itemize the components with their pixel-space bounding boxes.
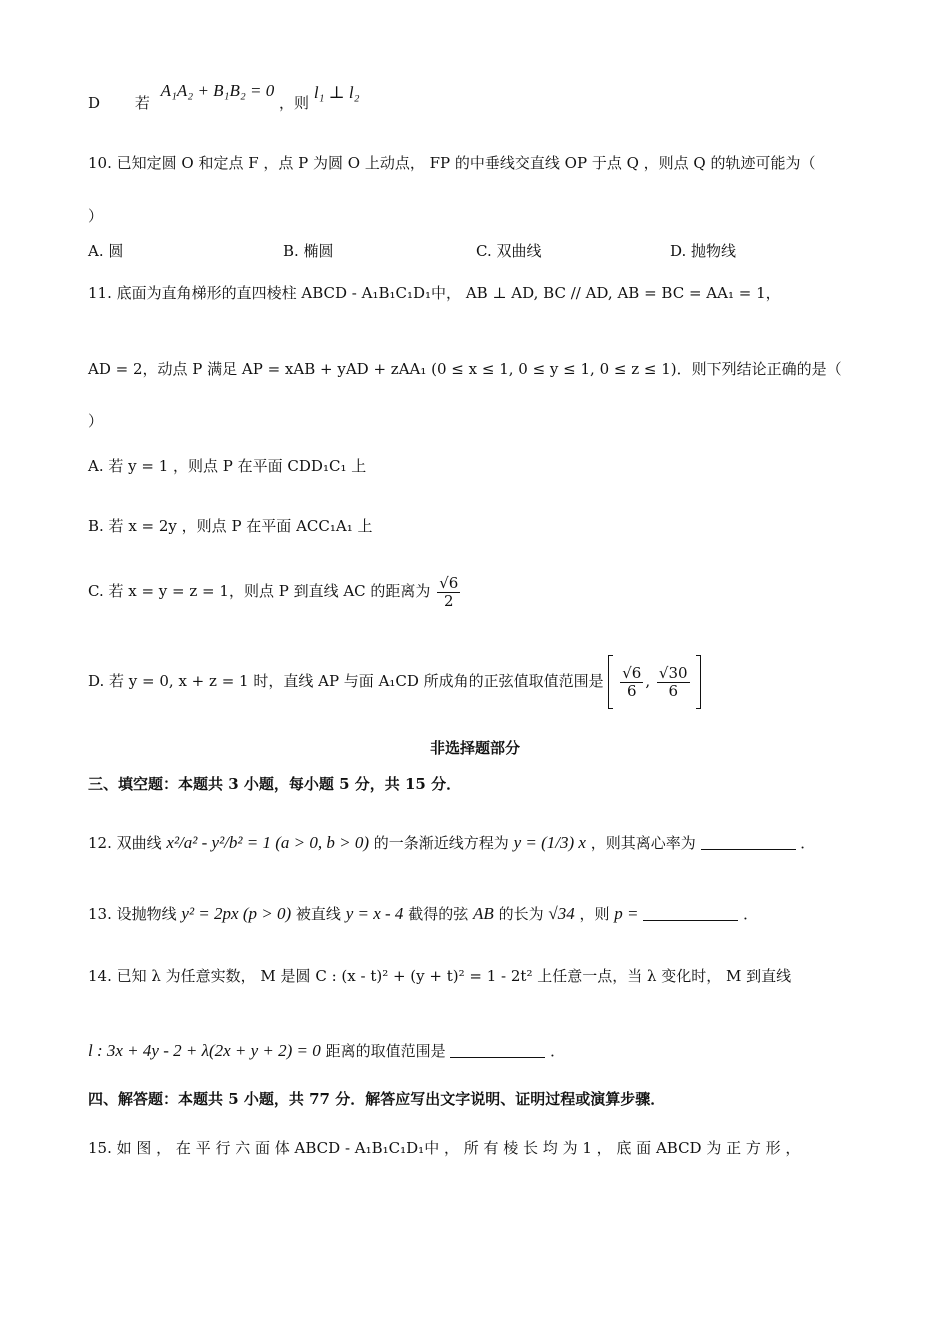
math-expr: AB <box>473 904 494 923</box>
q11-option-b: B. 若 x = 2y ，则点 P 在平面 ACC₁A₁ 上 <box>88 517 373 535</box>
q11-option-a: A. 若 y = 1 ，则点 P 在平面 CDD₁C₁ 上 <box>88 457 367 475</box>
question-11-text-2: AD = 2，动点 P 满足 AP = xAB + yAD + zAA₁ (0 ≤ x ≤ 1, 0 ≤ y ≤ 1, 0 ≤ z ≤ 1)．则下列结论正确的是（ <box>88 360 842 378</box>
question-text: ，则其离心率为 <box>590 834 696 852</box>
answer-blank <box>701 835 796 850</box>
q10-option-b: B. 椭圆 <box>283 242 334 260</box>
math-expr: p = <box>614 904 639 923</box>
question-12 <box>88 832 815 853</box>
section-heading: 三、填空题：本题共 3 小题，每小题 5 分，共 15 分． <box>88 775 462 793</box>
answer-blank <box>450 1043 545 1058</box>
answer-blank <box>643 906 738 921</box>
math-expr: y² = 2px (p > 0) <box>181 904 292 923</box>
math-expr: y = x - 4 <box>345 904 404 923</box>
option-text: D. 若 y = 0, x + z = 1 时，直线 AP 与面 A₁CD 所成角的正弦值取值范围是 <box>88 672 604 690</box>
question-15-text: 15. 如 图 ， 在 平 行 六 面 体 ABCD - A₁B₁C₁D₁中 ， 所 有 棱 长 均 为 1 ， 底 面 ABCD 为 正 方 形 ， <box>88 1139 801 1157</box>
question-text: 距离的取值范围是 <box>325 1042 446 1060</box>
fraction-denominator: 6 <box>627 681 637 700</box>
option-label: D <box>88 94 101 112</box>
question-14-text: 14. 已知 λ 为任意实数， M 是圆 C : (x - t)² + (y + t)² = 1 - 2t² 上任意一点，当 λ 变化时， M 到直线 <box>88 967 792 985</box>
question-text: ． <box>743 905 759 923</box>
fraction <box>657 665 690 699</box>
question-text: 的一条渐近线方程为 <box>373 834 509 852</box>
q10-option-a: A. 圆 <box>88 242 124 260</box>
option-text: C. 若 x = y = z = 1，则点 P 到直线 AC 的距离为 <box>88 582 431 600</box>
math-expr: y = (1/3) x <box>513 833 586 852</box>
fraction <box>437 575 460 609</box>
q11-option-c <box>88 575 462 609</box>
q10-option-c: C. 双曲线 <box>476 242 542 260</box>
math-expr: l₁ ⊥ l₂ <box>313 83 360 102</box>
fraction-numerator: √30 <box>658 664 688 682</box>
question-text: 的长为 <box>498 905 544 923</box>
right-bracket <box>696 655 701 709</box>
math-expr: √34 <box>548 904 575 923</box>
question-text: 被直线 <box>295 905 341 923</box>
question-11-text: 11. 底面为直角梯形的直四棱柱 ABCD - A₁B₁C₁D₁中， AB ⊥ AD, BC // AD, AB = BC = AA₁ = 1， <box>88 284 781 302</box>
math-expr: x²/a² - y²/b² = 1 (a > 0, b > 0) <box>166 833 369 852</box>
fraction-numerator: √6 <box>622 664 642 682</box>
question-text: ． <box>550 1042 566 1060</box>
fraction-numerator: √6 <box>439 574 459 592</box>
section-title: 非选择题部分 <box>429 739 520 757</box>
option-text: ，则 <box>279 94 310 112</box>
question-text: ，则 <box>579 905 610 923</box>
fraction <box>620 665 643 699</box>
fraction-denominator: 6 <box>668 681 678 700</box>
question-13 <box>88 903 758 924</box>
question-text: 12. 双曲线 <box>88 834 162 852</box>
left-bracket <box>608 655 613 709</box>
question-14-line2 <box>88 1040 565 1061</box>
q10-option-d: D. 抛物线 <box>670 242 737 260</box>
option-text: 若 <box>134 94 150 112</box>
question-11-close: ） <box>88 412 104 430</box>
fraction-denominator: 2 <box>443 591 454 610</box>
question-10-text: 10. 已知定圆 O 和定点 F ，点 P 为圆 O 上动点， FP 的中垂线交直线 OP 于点 Q ，则点 Q 的轨迹可能为（ <box>88 154 816 172</box>
question-10-close: ） <box>88 207 104 225</box>
section-heading: 四、解答题：本题共 5 小题，共 77 分．解答应写出文字说明、证明过程或演算步骤． <box>88 1090 666 1108</box>
question-text: 截得的弦 <box>408 905 469 923</box>
math-expr: l : 3x + 4y - 2 + λ(2x + y + 2) = 0 <box>88 1041 321 1060</box>
math-expr: A₁A₂ + B₁B₂ = 0 <box>160 81 275 100</box>
question-text: ． <box>800 834 816 852</box>
q11-option-d: D. 若 y = 0, x + z = 1 时，直线 AP 与面 A₁CD 所成角的正弦值取值范围是 $\frac{√6}{6}$ , $\frac{√30}{6}$ <box>88 655 701 709</box>
question-text: 13. 设抛物线 <box>88 905 177 923</box>
q9-option-d <box>88 81 360 113</box>
